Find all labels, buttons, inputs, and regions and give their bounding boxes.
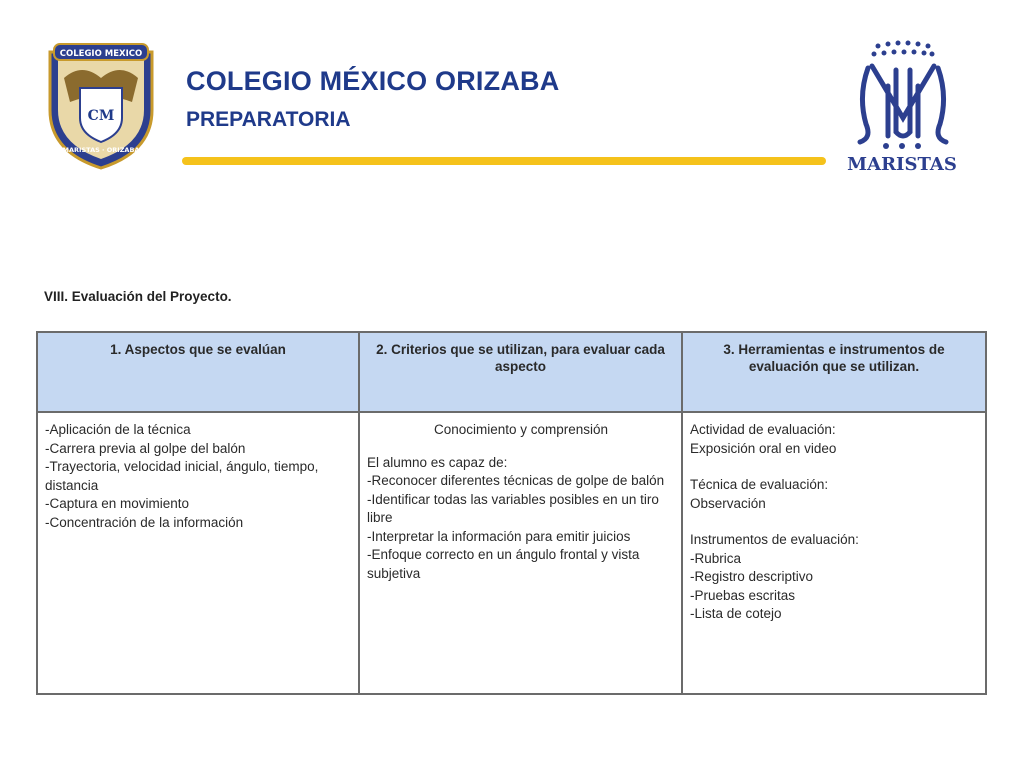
- aspects-cell: [37, 412, 359, 694]
- school-name-title: COLEGIO MÉXICO ORIZABA: [186, 66, 560, 96]
- aspect-item: -Concentración de la información: [45, 514, 244, 530]
- criteria-item: -Interpretar la información para emitir juicios: [367, 528, 631, 544]
- instruments-label: Instrumentos de evaluación:: [690, 532, 859, 547]
- instrument-item: -Pruebas escritas: [690, 587, 796, 603]
- technique-value: Observación: [690, 495, 766, 511]
- svg-text:COLEGIO MEXICO: COLEGIO MEXICO: [59, 49, 143, 59]
- criteria-heading: Conocimiento y comprensión: [433, 422, 609, 437]
- criteria-item: -Reconocer diferentes técnicas de golpe de balón: [367, 473, 665, 488]
- table-header-row: [37, 332, 986, 412]
- instrument-item: -Rubrica: [690, 550, 742, 566]
- section-title: VIII. Evaluación del Proyecto.: [44, 289, 232, 304]
- aspect-item: -Captura en movimiento: [45, 496, 190, 511]
- header-criteria: 2. Criterios que se utilizan, para evaluar cada aspecto: [359, 332, 682, 412]
- instrument-item: -Registro descriptivo: [690, 569, 814, 584]
- criteria-intro: El alumno es capaz de:: [367, 454, 508, 470]
- evaluation-table: [36, 331, 987, 695]
- instrument-item: -Lista de cotejo: [690, 606, 782, 621]
- aspect-item: -Trayectoria, velocidad inicial, ángulo, tiempo, distancia: [45, 459, 319, 493]
- header-accent-bar: [182, 157, 826, 165]
- activity-label: Actividad de evaluación:: [690, 422, 836, 437]
- table-row: [37, 412, 986, 694]
- aspect-item: -Aplicación de la técnica: [45, 422, 191, 437]
- header-aspects: 1. Aspectos que se evalúan: [37, 332, 359, 412]
- svg-text:MARISTAS · ORIZABA: MARISTAS · ORIZABA: [62, 146, 140, 154]
- maristas-logo: [838, 36, 968, 176]
- school-level-subtitle: PREPARATORIA: [186, 108, 351, 131]
- svg-text:MARISTAS: MARISTAS: [847, 154, 957, 175]
- criteria-cell: [359, 412, 682, 694]
- aspect-item: -Carrera previa al golpe del balón: [45, 440, 246, 456]
- header-instruments: 3. Herramientas e instrumentos de evaluación que se utilizan.: [682, 332, 986, 412]
- svg-text:CM: CM: [87, 108, 115, 124]
- instruments-cell: [682, 412, 986, 694]
- technique-label: Técnica de evaluación:: [690, 477, 829, 492]
- criteria-item: -Identificar todas las variables posibles en un tiro libre: [367, 491, 659, 525]
- activity-value: Exposición oral en video: [690, 440, 837, 456]
- colegio-mexico-crest-logo: [42, 40, 160, 172]
- criteria-item: -Enfoque correcto en un ángulo frontal y vista subjetiva: [367, 547, 640, 581]
